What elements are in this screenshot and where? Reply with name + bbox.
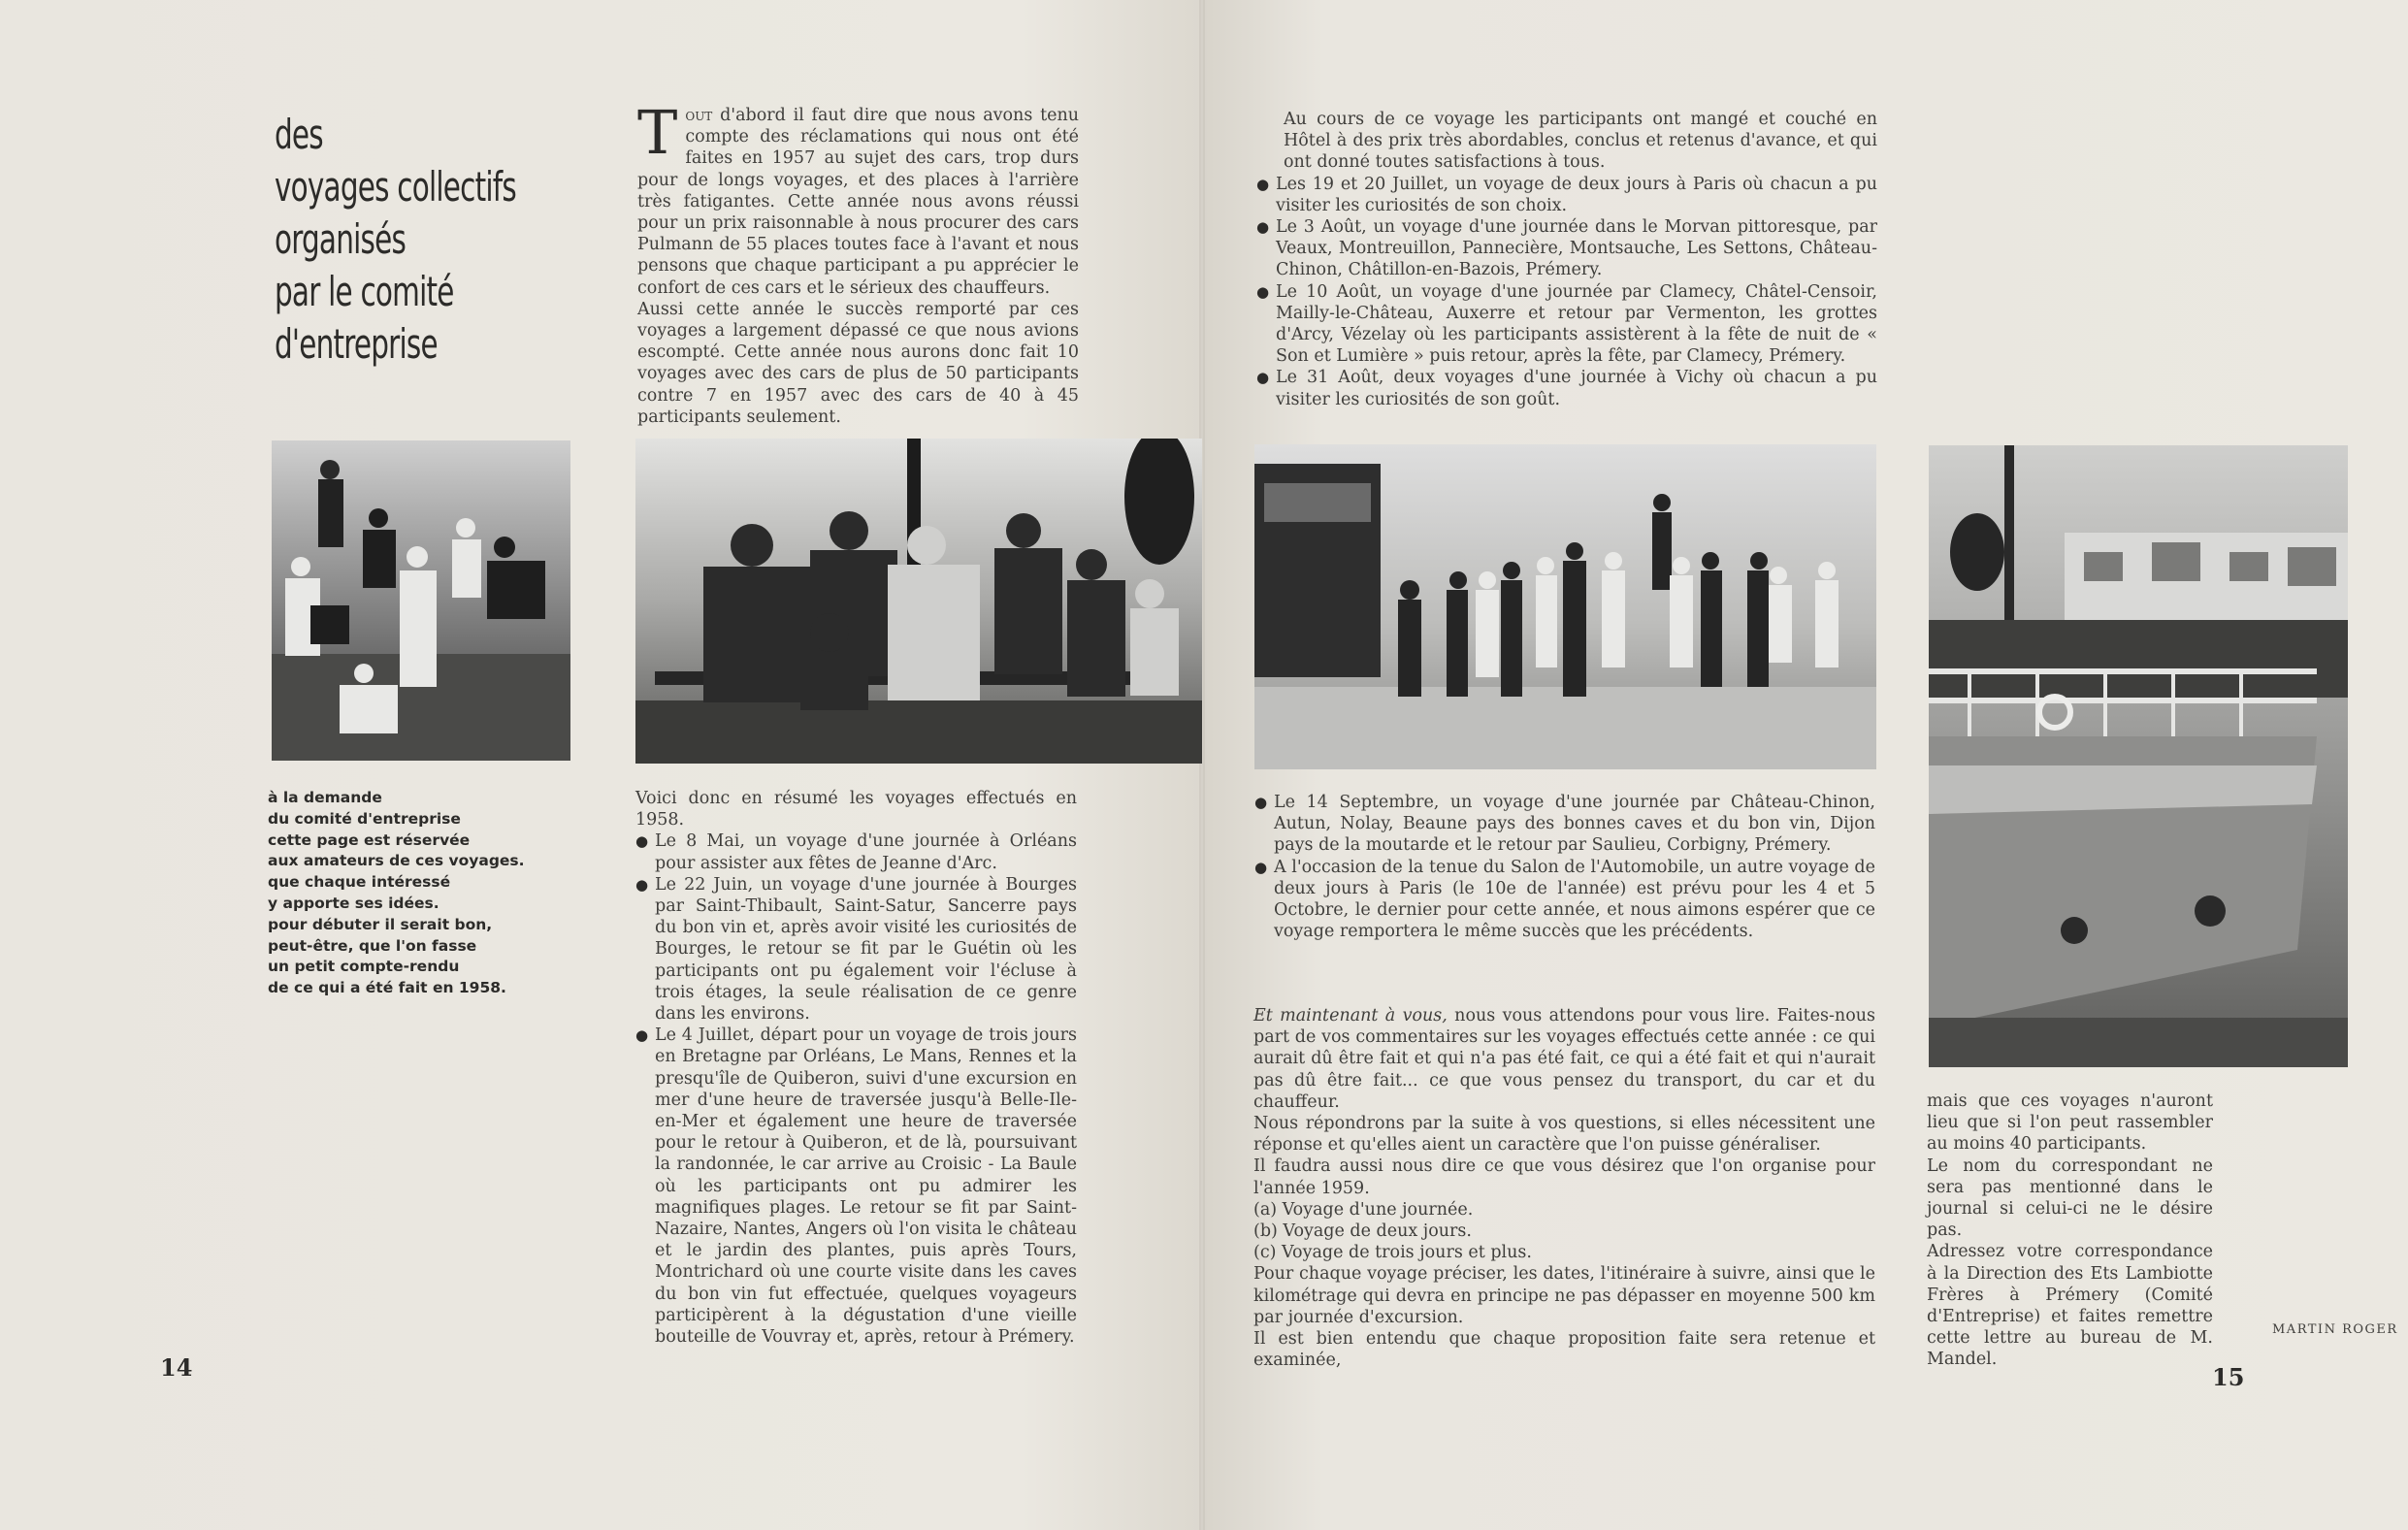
call-paragraph-2: Nous répondrons par la suite à vos questions, si elles nécessitent une réponse et qu'elles aient un caractère que l'on puisse généraliser.: [1253, 1114, 1875, 1156]
intro-paragraph-1: [637, 97, 1079, 299]
headline-line: organisés: [275, 215, 407, 263]
trip-item: ● Le 31 Août, deux voyages d'une journée à Vichy où chacun a pu visiter les curiosités de son goût.: [1256, 367, 1877, 409]
intro-smallcaps: out: [685, 106, 713, 125]
trip-item: ● A l'occasion de la tenue du Salon de l'Automobile, un autre voyage de deux jours à Paris (le 10e de l'année) est prévu pour les 4 et 5 Octobre, le dernier pour cette année, et nous aimons espérer que ce voyage remportera le même succès que les précédents.: [1254, 857, 1875, 943]
headline-line: des: [275, 111, 323, 158]
trip-item: ● Le 22 Juin, un voyage d'une journée à Bourges par Saint-Thibault, Saint-Satur, Sancerre pays du bon vin et, après avoir visité les curiosités de Bourges, le retour se fit par le Guétin où les participants ont pu également voir l'écluse à trois étages, la seule réalisation de ce genre dans les environs.: [635, 874, 1077, 1025]
caption-line: y apporte ses idées.: [268, 894, 439, 912]
caption-line: peut-être, que l'on fasse: [268, 936, 477, 955]
page-number-right: 15: [2212, 1363, 2245, 1391]
option-c: (c) Voyage de trois jours et plus.: [1253, 1243, 1532, 1263]
intro-paragraph-2: Aussi cette année le succès remporté par ces voyages a largement dépassé ce que nous avions escompté. Cette année nous aurons donc fait 10 voyages avec des cars de plus de 50 participants contre 7 en 1957 avec des cars de 40 à 45 participants seulement.: [637, 299, 1079, 427]
call-text: nous vous attendons pour vous lire. Faites-nous part de vos commentaires sur les voyages effectués cette année : ce qui aurait dû être fait et qui n'a pas été fait, ce qui a été fait et qui n'aurait pas dû être fait... ce que vous pensez du transport, du car et du chauffeur.: [1253, 1006, 1875, 1112]
photo-group-on-rocks: [272, 440, 570, 761]
contact-column: [1927, 1091, 2213, 1371]
headline-line: voyages collectifs: [275, 163, 516, 211]
trip-item: ● Le 10 Août, un voyage d'une journée par Clamecy, Châtel-Censoir, Mailly-le-Château, Auxerre et retour par Vermenton, les grottes d'Arcy, Vézelay où les participants assistèrent à la fête de nuit de « Son et Lumière » puis retour, après la fête, par Clamecy, Prémery.: [1256, 281, 1877, 368]
trip-item: ● Le 8 Mai, un voyage d'une journée à Orléans pour assister aux fêtes de Jeanne d'Arc.: [635, 830, 1077, 873]
trip-list: [635, 830, 1077, 1348]
trips-column-right-top: [1256, 109, 1877, 410]
drop-cap: T: [637, 97, 678, 168]
caption-line: cette page est réservée: [268, 830, 471, 849]
headline-line: par le comité: [275, 268, 454, 315]
call-lead: Et maintenant à vous,: [1253, 1006, 1448, 1025]
trips-column-right-mid: [1254, 792, 1875, 942]
hotel-paragraph: Au cours de ce voyage les participants ont mangé et couché en Hôtel à des prix très abordables, conclus et retenus d'avance, et qui ont donné toutes satisfactions à tous.: [1284, 110, 1877, 173]
contact-paragraph-1: mais que ces voyages n'auront lieu que si l'on peut rassembler au moins 40 participants.: [1927, 1091, 2213, 1155]
reader-call-column: [1253, 1005, 1875, 1371]
caption-line: un petit compte-rendu: [268, 958, 460, 976]
trips-intro: Voici donc en résumé les voyages effectués en 1958.: [635, 789, 1077, 830]
call-paragraph-4: Pour chaque voyage préciser, les dates, l'itinéraire à suivre, ainsi que le kilométrage qui devra en principe ne pas dépasser en moyenne 500 km par journée d'excursion.: [1253, 1264, 1875, 1327]
photo-ship-at-harbor: [1929, 445, 2348, 1067]
trip-item: ● Le 14 Septembre, un voyage d'une journée par Château-Chinon, Autun, Nolay, Beaune pays des bonnes caves et du bon vin, Dijon pays de la moutarde et le retour par Saulieu, Corbigny, Prémery.: [1254, 792, 1875, 857]
option-b: (b) Voyage de deux jours.: [1253, 1221, 1472, 1242]
intro-column: [637, 97, 1079, 428]
photo-group-at-ship-rail: [635, 439, 1202, 764]
caption-line: que chaque intéressé: [268, 873, 451, 892]
call-paragraph-3: Il faudra aussi nous dire ce que vous désirez que l'on organise pour l'année 1959.: [1253, 1156, 1875, 1198]
caption-line: à la demande: [268, 789, 382, 806]
caption-line: de ce qui a été fait en 1958.: [268, 979, 506, 997]
intro-text: d'abord il faut dire que nous avons tenu compte des réclamations qui nous ont été faites en 1957 au sujet des cars, trop durs pour de longs voyages, et des places à l'arrière très fatigantes. Cette année nous avons réussi pour un prix raisonnable à nous procurer des cars Pulmann de 55 places toutes face à l'avant et nous pensons que chaque participant a pu apprécier le confort de ces cars et le sérieux des chauffeurs.: [637, 106, 1079, 298]
side-caption: [268, 788, 559, 999]
spine-gutter: [1199, 0, 1205, 1530]
trip-item: ● Le 4 Juillet, départ pour un voyage de trois jours en Bretagne par Orléans, Le Mans, Rennes et la presqu'île de Quiberon, suivi d'une excursion en mer d'une heure de traversée jusqu'à Belle-Ile-en-Mer et également une heure de traversée pour le retour à Quiberon, et de là, poursuivant la randonnée, le car arrive au Croisic - La Baule où les participants ont pu admirer les magnifiques plages. Le retour se fit par Saint-Nazaire, Nantes, Angers où l'on visita le château et le jardin des plantes, puis après Tours, Montrichard où une courte visite dans les caves du bon vin fut effectuée, quelques voyageurs participèrent à la dégustation d'une vieille bouteille de Vouvray et, après, retour à Prémery.: [635, 1025, 1077, 1348]
caption-line: pour débuter il serait bon,: [268, 915, 493, 933]
trip-item: ● Le 3 Août, un voyage d'une journée dans le Morvan pittoresque, par Veaux, Montreuillon, Pannecière, Montsauche, Les Settons, Château-Chinon, Châtillon-en-Bazois, Prémery.: [1256, 216, 1877, 281]
option-a: (a) Voyage d'une journée.: [1253, 1199, 1474, 1220]
contact-paragraph-3: Adressez votre correspondance à la Direction des Ets Lambiotte Frères à Prémery (Comité d'Entreprise) et faites remettre cette lettre au bureau de M. Mandel.: [1927, 1242, 2213, 1370]
call-paragraph-5: Il est bien entendu que chaque proposition faite sera retenue et examinée,: [1253, 1329, 1875, 1371]
page-number-left: 14: [160, 1353, 193, 1382]
photo-credit: MARTIN ROGER: [2272, 1322, 2398, 1337]
contact-paragraph-2: Le nom du correspondant ne sera pas mentionné dans le journal si celui-ci ne le désire pas.: [1927, 1156, 2213, 1241]
photo-large-group-outdoors: [1254, 444, 1876, 769]
call-paragraph-1: [1253, 1005, 1875, 1113]
article-headline: [275, 109, 516, 371]
caption-line: du comité d'entreprise: [268, 809, 461, 828]
caption-line: aux amateurs de ces voyages.: [268, 852, 525, 870]
trips-column-left: [635, 788, 1077, 1348]
trip-list: [1254, 792, 1875, 942]
trip-item: ● Les 19 et 20 Juillet, un voyage de deux jours à Paris où chacun a pu visiter les curiosités de son choix.: [1256, 174, 1877, 216]
headline-line: d'entreprise: [275, 320, 438, 368]
trip-list: [1256, 174, 1877, 410]
